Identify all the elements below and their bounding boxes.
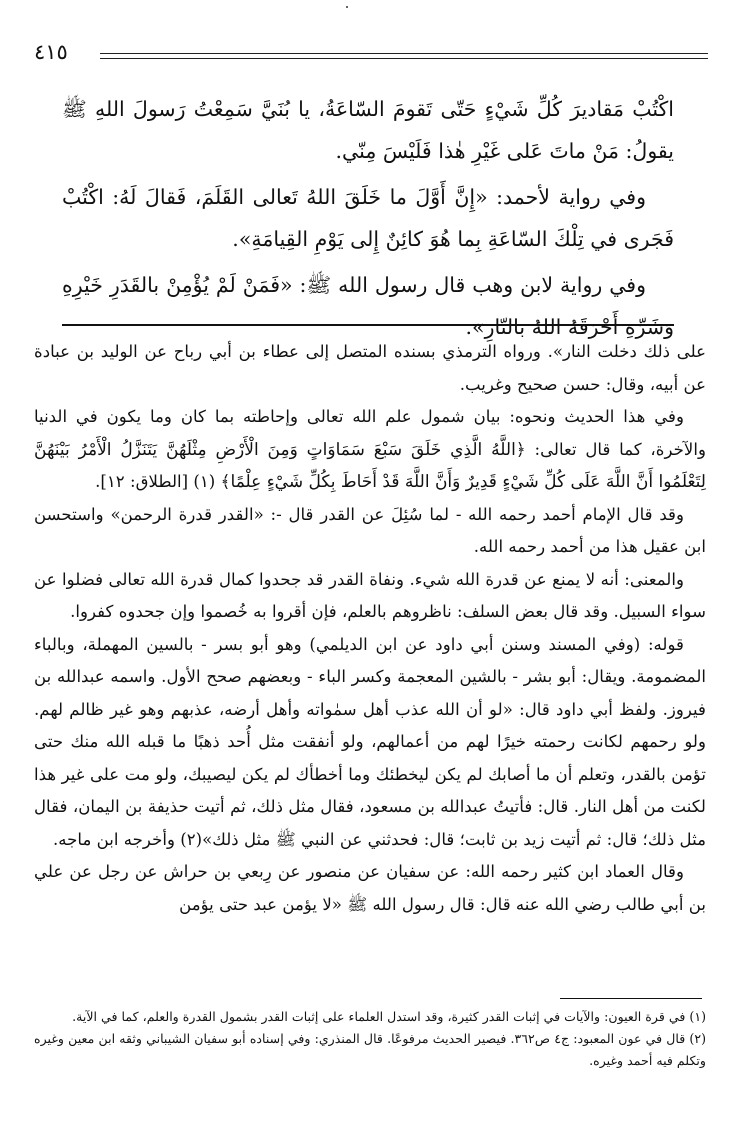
quran-verse: ﴿اللَّهُ الَّذِي خَلَقَ سَبْعَ سَمَاوَاتٍ وَمِنَ الْأَرْضِ مِثْلَهُنَّ يَتَنَزَّلُ الْأَمْرُ بَيْنَهُنَّ لِتَعْلَمُوا أَنَّ اللَّهَ عَلَى كُلِّ شَيْءٍ قَدِيرٌ وَأَنَّ اللَّهَ قَدْ أَحَاطَ بِكُلِّ شَيْءٍ عِلْمًا﴾ (34, 439, 706, 492)
footnote: (٢) قال في عون المعبود: ج٤ ص٣٦٢. فيصير الحديث مرفوعًا. قال المنذري: وفي إسناده أبو سفيان الشيباني وثقه ابن معين وغيره وتكلم فيه أحمد وغيره. (34, 1031, 707, 1068)
commentary-text: وفي هذا الحديث ونحوه: بيان شمول علم الله تعالى وإحاطته بما كان وما يكون في الدنيا والآخرة، كما قال تعالى: (34, 407, 706, 459)
commentary-block (34, 336, 706, 921)
header-rule (100, 53, 708, 54)
verse-reference: (١) [الطلاق: ١٢]. (95, 472, 216, 491)
commentary-paragraph: وقد قال الإمام أحمد رحمه الله - لما سُئِلَ عن القدر قال -: «القدر قدرة الرحمن» واستحسن ابن عقيل هذا من أحمد رحمه الله. (34, 504, 706, 556)
commentary-paragraph: والمعنى: أنه لا يمنع عن قدرة الله شيء. ونفاة القدر قد جحدوا كمال قدرة الله تعالى فضلوا عن سواء السبيل. وقد قال بعض السلف: ناظروهم بالعلم، فإن أقروا به خُصموا وإن جحدوه كفروا. (34, 569, 706, 621)
section-divider (62, 324, 674, 326)
page-number: ٤١٥ (34, 40, 68, 64)
footnote: (١) في قرة العيون: والآيات في إثبات القدر كثيرة، وقد استدل العلماء على إثبات القدر بشمول القدرة والعلم، كما في الآية. (72, 1009, 706, 1024)
commentary-paragraph: قوله: (وفي المسند وسنن أبي داود عن ابن الديلمي) وهو أبو بسر - بالسين المهملة، وبالباء المضمومة. ويقال: أبو بشر - بالشين المعجمة وكسر الباء - وبعضهم صحح الأول. واسمه عبدالله بن فيروز. ولفظ أبي داود قال: «لو أن الله عذب أهل سمٰواته وأهل أرضه، عذبهم وهو غير ظالم لهم. ولو رحمهم لكانت رحمته خيرًا لهم من أعمالهم، ولو أنفقت مثل أُحد ذهبًا ما قبله الله منك حتى تؤمن بالقدر، وتعلم أن ما أصابك لم يكن ليخطئك وما أخطأك لم يكن ليصيبك، ولو مت على غير هذا لكنت من أهل النار. قال: فأتيتُ عبدالله بن مسعود، فقال مثل ذلك، ثم أتيت حذيفة بن اليمان، فقال مثل ذلك؛ قال: ثم أتيت زيد بن ثابت؛ قال: فحدثني عن النبي ﷺ مثل ذلك»(٢) وأخرجه ابن ماجه. (34, 634, 706, 849)
footnotes (34, 1006, 706, 1072)
hadith-text-block (62, 88, 674, 352)
commentary-paragraph-with-verse (34, 401, 706, 499)
page-header (28, 40, 708, 70)
matn-paragraph: اكْتُبْ مَقاديرَ كُلِّ شَيْءٍ حَتّى تَقومَ السّاعَةُ، يا بُنَيَّ سَمِعْتُ رَسولَ اللهِ ﷺ يقولُ: مَنْ ماتَ عَلى غَيْرِ هٰذا فَلَيْسَ مِنّي. (62, 97, 674, 163)
header-rule-thin (100, 58, 708, 59)
matn-paragraph: وفي رواية لابن وهب قال رسول الله ﷺ: «فَمَنْ لَمْ يُؤْمِنْ بالقَدَرِ خَيْرِهِ وَشَرِّهِ أَحْرَقَهُ اللهُ بالنّارِ». (62, 273, 674, 339)
scan-speck (346, 6, 348, 8)
commentary-paragraph: وقال العماد ابن كثير رحمه الله: عن سفيان عن منصور عن رِبعي بن حراش عن رجل عن علي بن أبي طالب رضي الله عنه قال: قال رسول الله ﷺ «لا يؤمن عبد حتى يؤمن (34, 862, 706, 914)
footnote-rule (560, 998, 702, 999)
commentary-paragraph: على ذلك دخلت النار». ورواه الترمذي بسنده المتصل إلى عطاء بن أبي رباح عن الوليد بن عبادة عن أبيه، وقال: حسن صحيح وغريب. (34, 342, 706, 394)
matn-paragraph: وفي رواية لأحمد: «إِنَّ أَوَّلَ ما خَلَقَ اللهُ تَعالى القَلَمَ، فَقالَ لَهُ: اكْتُبْ فَجَرى في تِلْكَ السّاعَةِ بِما هُوَ كائِنٌ إِلى يَوْمِ القِيامَةِ». (62, 185, 674, 251)
